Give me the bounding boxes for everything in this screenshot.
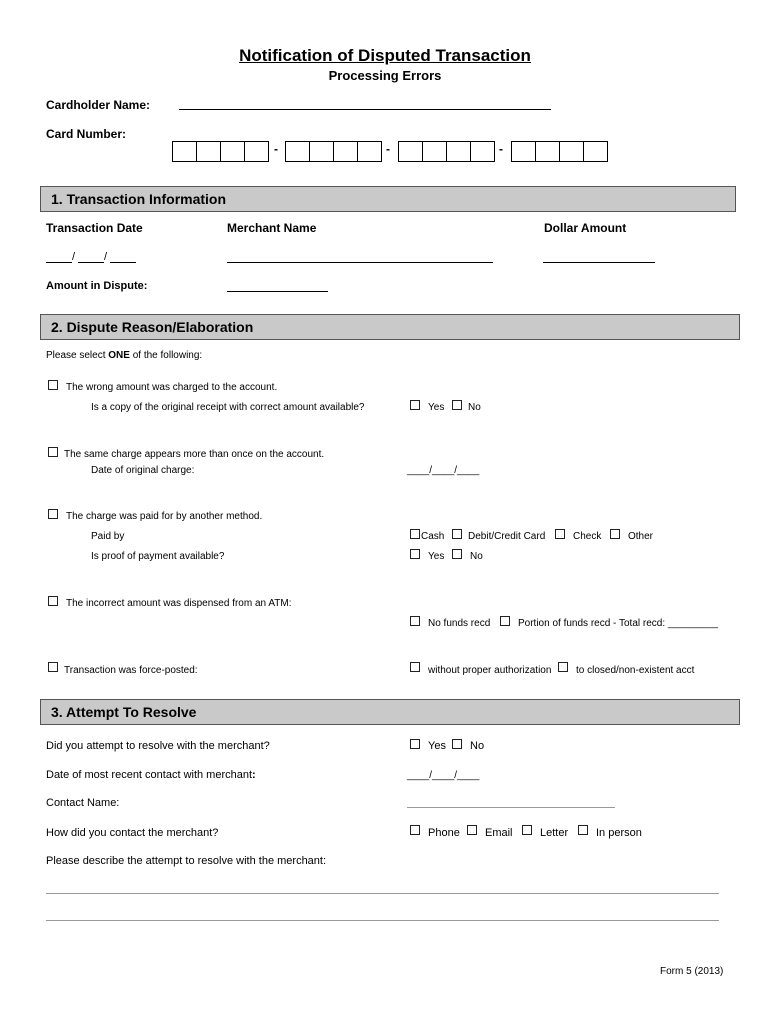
transaction-day-field[interactable]: [78, 262, 104, 263]
no-label: No: [468, 402, 481, 413]
without-authorization-checkbox[interactable]: [410, 662, 420, 672]
transaction-month-field[interactable]: [46, 262, 72, 263]
card-number-group-2[interactable]: [285, 141, 382, 162]
amount-in-dispute-field[interactable]: [227, 291, 328, 292]
cash-label: Cash: [421, 531, 445, 542]
debit-credit-label: Debit/Credit Card: [468, 531, 546, 542]
yes-label: Yes: [428, 402, 445, 413]
phone-label: Phone: [428, 827, 460, 839]
paid-another-method-checkbox[interactable]: [48, 509, 58, 519]
contact-date-field[interactable]: ____/____/____: [407, 770, 480, 781]
form-subtitle: Processing Errors: [328, 68, 442, 83]
debit-credit-checkbox[interactable]: [452, 529, 462, 539]
attempt-no-checkbox[interactable]: [452, 739, 462, 749]
contact-name-field[interactable]: [407, 807, 615, 808]
transaction-year-field[interactable]: [110, 262, 136, 263]
card-number-label: Card Number:: [46, 127, 127, 141]
closed-account-label: to closed/non-existent acct: [576, 665, 695, 676]
contact-method-question: How did you contact the merchant?: [46, 827, 219, 839]
proof-yes-checkbox[interactable]: [410, 549, 420, 559]
original-charge-date-label: Date of original charge:: [91, 465, 195, 476]
attempt-yes-checkbox[interactable]: [410, 739, 420, 749]
no-funds-checkbox[interactable]: [410, 616, 420, 626]
merchant-name-header: Merchant Name: [227, 221, 317, 235]
other-checkbox[interactable]: [610, 529, 620, 539]
closed-account-checkbox[interactable]: [558, 662, 568, 672]
section-title: 3. Attempt To Resolve: [51, 704, 197, 720]
phone-checkbox[interactable]: [410, 825, 420, 835]
letter-checkbox[interactable]: [522, 825, 532, 835]
amount-in-dispute-label: Amount in Dispute:: [46, 280, 148, 292]
form-number: Form 5 (2013): [660, 966, 724, 977]
dollar-amount-header: Dollar Amount: [544, 221, 627, 235]
check-checkbox[interactable]: [555, 529, 565, 539]
receipt-yes-checkbox[interactable]: [410, 400, 420, 410]
email-checkbox[interactable]: [467, 825, 477, 835]
cardholder-name-label: Cardholder Name:: [46, 98, 151, 112]
no-label: No: [470, 551, 483, 562]
force-posted-checkbox[interactable]: [48, 662, 58, 672]
cardholder-name-field[interactable]: [179, 109, 551, 110]
wrong-amount-checkbox[interactable]: [48, 380, 58, 390]
dollar-amount-field[interactable]: [543, 262, 655, 263]
yes-label: Yes: [428, 740, 446, 752]
no-funds-label: No funds recd: [428, 618, 491, 629]
portion-funds-checkbox[interactable]: [500, 616, 510, 626]
card-number-group-1[interactable]: [172, 141, 269, 162]
describe-attempt-line-1[interactable]: [46, 893, 719, 894]
other-label: Other: [628, 531, 654, 542]
transaction-date-header: Transaction Date: [46, 221, 143, 235]
letter-label: Letter: [540, 827, 569, 839]
duplicate-charge-label: The same charge appears more than once on the account.: [64, 449, 325, 460]
section-title: 1. Transaction Information: [51, 191, 227, 207]
check-label: Check: [573, 531, 602, 542]
receipt-question: Is a copy of the original receipt with correct amount available?: [91, 402, 365, 413]
atm-incorrect-checkbox[interactable]: [48, 596, 58, 606]
original-charge-date-field[interactable]: ____/____/____: [407, 465, 480, 476]
force-posted-label: Transaction was force-posted:: [64, 665, 198, 676]
yes-label: Yes: [428, 551, 445, 562]
without-authorization-label: without proper authorization: [428, 665, 552, 676]
cash-checkbox[interactable]: [410, 529, 420, 539]
atm-incorrect-label: The incorrect amount was dispensed from an ATM:: [66, 598, 292, 609]
merchant-name-field[interactable]: [227, 262, 493, 263]
describe-attempt-label: Please describe the attempt to resolve with the merchant:: [46, 855, 327, 867]
proof-no-checkbox[interactable]: [452, 549, 462, 559]
receipt-no-checkbox[interactable]: [452, 400, 462, 410]
card-dash: -: [274, 142, 278, 156]
wrong-amount-label: The wrong amount was charged to the account.: [66, 382, 278, 393]
section-dispute-reason: [40, 314, 740, 340]
duplicate-charge-checkbox[interactable]: [48, 447, 58, 457]
contact-date-label: Date of most recent contact with merchant:: [46, 769, 256, 781]
paid-another-method-label: The charge was paid for by another method.: [66, 511, 263, 522]
email-label: Email: [485, 827, 513, 839]
dispute-instructions: Please select ONE of the following:: [46, 350, 203, 361]
proof-of-payment-label: Is proof of payment available?: [91, 551, 225, 562]
attempt-question: Did you attempt to resolve with the merchant?: [46, 740, 270, 752]
date-slash: /: [104, 251, 108, 263]
portion-funds-label: Portion of funds recd - Total recd: _________: [518, 618, 718, 629]
section-title: 2. Dispute Reason/Elaboration: [51, 319, 254, 335]
card-number-group-4[interactable]: [511, 141, 608, 162]
describe-attempt-line-2[interactable]: [46, 920, 719, 921]
form-title: Notification of Disputed Transaction: [239, 46, 531, 65]
section-transaction-information: [40, 186, 736, 212]
no-label: No: [470, 740, 485, 752]
contact-name-label: Contact Name:: [46, 797, 120, 809]
card-dash: -: [386, 142, 390, 156]
card-number-group-3[interactable]: [398, 141, 495, 162]
in-person-label: In person: [596, 827, 642, 839]
date-slash: /: [72, 251, 76, 263]
card-dash: -: [499, 142, 503, 156]
section-attempt-to-resolve: [40, 699, 740, 725]
paid-by-label: Paid by: [91, 531, 125, 542]
in-person-checkbox[interactable]: [578, 825, 588, 835]
